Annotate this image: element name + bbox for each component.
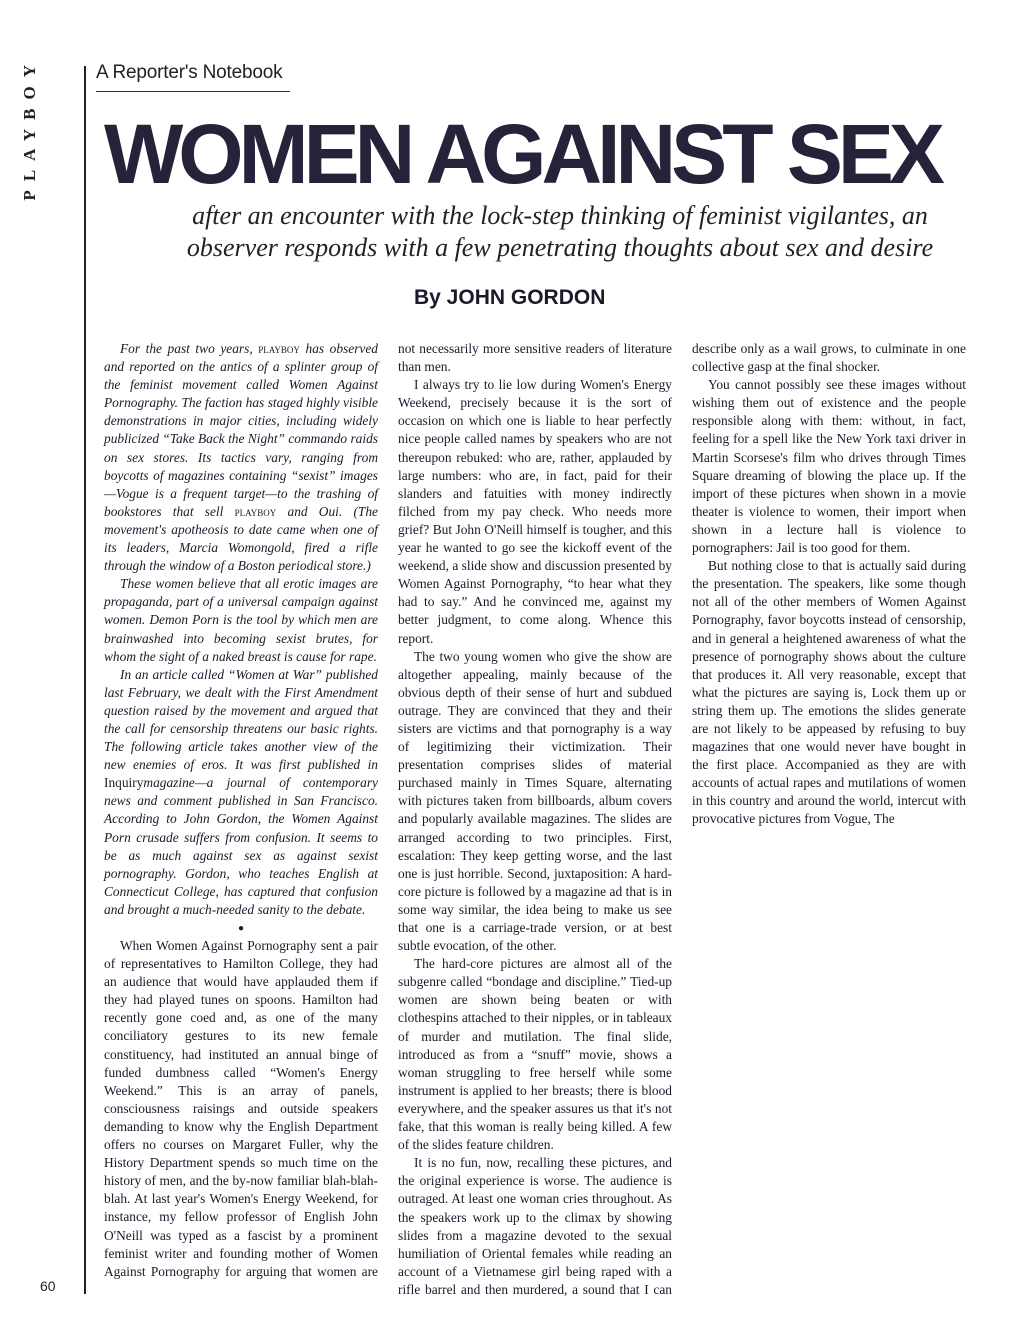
article-body bbox=[104, 340, 966, 1300]
publication-mention: Inquiry bbox=[104, 775, 144, 791]
body-paragraph: You cannot possibly see these images without wishing them out of existence and the people responsible along with them: without, in fact, feeling for a spell like the New York taxi driver in Martin Scorsese's film who drives through Times Square dreaming of blowing the place up. If the import of these pictures when shown in a movie theater is violence to women, their import when shown in a lecture hall is violence to pornographers: Jail is too good for them. bbox=[692, 377, 966, 556]
body-paragraph: It is no fun, now, recalling these pictures, and the original experience is worse. The audience is outraged. At least one woman cries throughout. As the speakers work up to the climax by showing slides from a magazine devoted to the sexual humiliation of Oriental females while reading an account of a Vietnamese girl being raped with a rifle barrel and then murdered, a sound that I can describe only as a wail grows, to culminate in one collective gasp at the final shocker. bbox=[398, 341, 966, 1297]
magazine-mention: playboy bbox=[258, 341, 300, 356]
article-byline: By JOHN GORDON bbox=[414, 286, 606, 309]
article-deck: after an encounter with the lock-step thinking of feminist vigilantes, an observer responds with a few penetrating thoughts about sex and desire bbox=[186, 201, 934, 262]
body-paragraph: The two young women who give the show are altogether appealing, mainly because of the obvious depth of their sense of hurt and subdued outrage. They are convinced that they and their sisters are victims and that pornography is a way of legitimizing their victimization. Their presentation comprises slides of material purchased mainly in Times Square, alternating with pictures taken from billboards, album covers and popularly available magazines. The slides are arranged according to two principles. First, escalation: They keep getting worse, and the last one is just horrible. Second, juxtaposition: A hard-core picture is followed by a magazine ad that is in some way similar, the idea being to make us see that one is a carriage-trade version, or at best subtle evocation, of the other. bbox=[398, 648, 672, 954]
intro-paragraph-2: These women believe that all erotic images are propaganda, part of a universal campaign against women. Demon Porn is the tool by which men are brainwashed into becoming sexist brutes, for whom the sight of a naked breast is cause for rape. bbox=[104, 576, 378, 664]
magazine-mention: playboy bbox=[234, 503, 277, 519]
kicker-underline bbox=[96, 91, 290, 92]
body-paragraph: I always try to lie low during Women's Energy Weekend, precisely because it is the sort of occasion on which one is liable to hear perfectly nice people called names by speakers who are not thereupon rebuked: who are, rather, applauded by large numbers: who are, in fact, paid for their slanders and fatuities with money indirectly filched from my pay check. Who needs more grief? But John O'Neill himself is tougher, and this year he wanted to go see the kickoff event of the weekend, a slide show and discussion presented by Women Against Pornography, “to hear what they had to say.” And he convinced me, against my better judgment, to come along. Whence this report. bbox=[398, 377, 672, 646]
body-paragraph: But nothing close to that is actually said during the presentation. The speakers, like some though not all of the other members of Women Against Pornography, favor boycotts instead of censorship, and in general a heightened awareness of what the presence of pornography shows about the culture that produces it. All very reasonable, except that what the pictures are saying is, Lock them up or string them up. The emotions the slides generate are not likely to be appeased by refusing to buy magazines that one would never have bought in the first place. Accompanied as they are with accounts of actual rapes and mutilations of women in this country and around the world, intercut with provocative pictures from Vogue, The bbox=[692, 558, 966, 827]
section-separator: ● bbox=[237, 923, 245, 934]
body-paragraph: When Women Against Pornography sent a pair of representatives to Hamilton College, they had an audience that would have applauded them if they had played tunes on spoons. Hamilton had recently gone coed and, as one of the many conciliatory gestures to its new female constituency, had instituted an annual binge of funded dumbness called “Women's Energy Weekend.” This is an array of panels, consciousness raisings and outside speakers demanding to know why the English Department offers no courses on Margaret Fuller, why the History Department spends so much time on the history of men, and the by-now familiar blah-blah-blah. At last year's Women's Energy Weekend, for instance, my fellow professor of English John O'Neill was typed as a fascist by a prominent feminist writer and founding mother of Women Against Pornography for arguing that women are not necessarily more sensitive readers of literature than men. bbox=[104, 341, 672, 1279]
intro-paragraph-1: For the past two years, playboy has observed and reported on the antics of a splinter group of the feminist movement called Women Against Pornography. The faction has staged highly visible demonstrations in major cities, including widely publicized “Take Back the Night” commando raids on sex stores. Its tactics vary, ranging from boycotts of magazines containing “sexist” images—Vogue is a frequent target—to the trashing of bookstores that sell playboy and Oui. (The movement's apotheosis to date came when one of its leaders, Marcia Womongold, fired a rifle through the window of a Boston periodical store.) bbox=[104, 341, 378, 574]
section-kicker: A Reporter's Notebook bbox=[96, 62, 283, 83]
sidebar-masthead bbox=[20, 56, 60, 226]
intro-paragraph-3: In an article called “Women at War” published last February, we dealt with the First Amendment question raised by the movement and argued that the call for censorship threatens our basic rights. The following article takes another view of the new enemies of eros. It was first published in Inquirymagazine—a journal of contemporary news and comment published in San Francisco. According to John Gordon, the Women Against Porn crusade suffers from confusion. It seems to be as much against sex as against sexist pornography. Gordon, who teaches English at Connecticut College, has captured that confusion and brought a much-needed sanity to the debate. bbox=[104, 666, 378, 917]
body-paragraph: The hard-core pictures are almost all of the subgenre called “bondage and discipline.” Tied-up women are shown being beaten or with clothespins attached to their nipples, or in tableaux of murder and mutilation. The final slide, introduced as from a “snuff” movie, shows a woman struggling to free herself while some instrument is applied to her breasts; there is blood everywhere, and the speaker assures us that it's not fake, that this woman is really being killed. A few of the slides feature children. bbox=[398, 956, 672, 1153]
article-title: WOMEN AGAINST SEX bbox=[104, 107, 940, 201]
magazine-name: PLAYBOY bbox=[20, 56, 39, 201]
editor-intro bbox=[104, 340, 378, 919]
page-number: 60 bbox=[40, 1278, 56, 1294]
vertical-rule bbox=[84, 66, 86, 1294]
